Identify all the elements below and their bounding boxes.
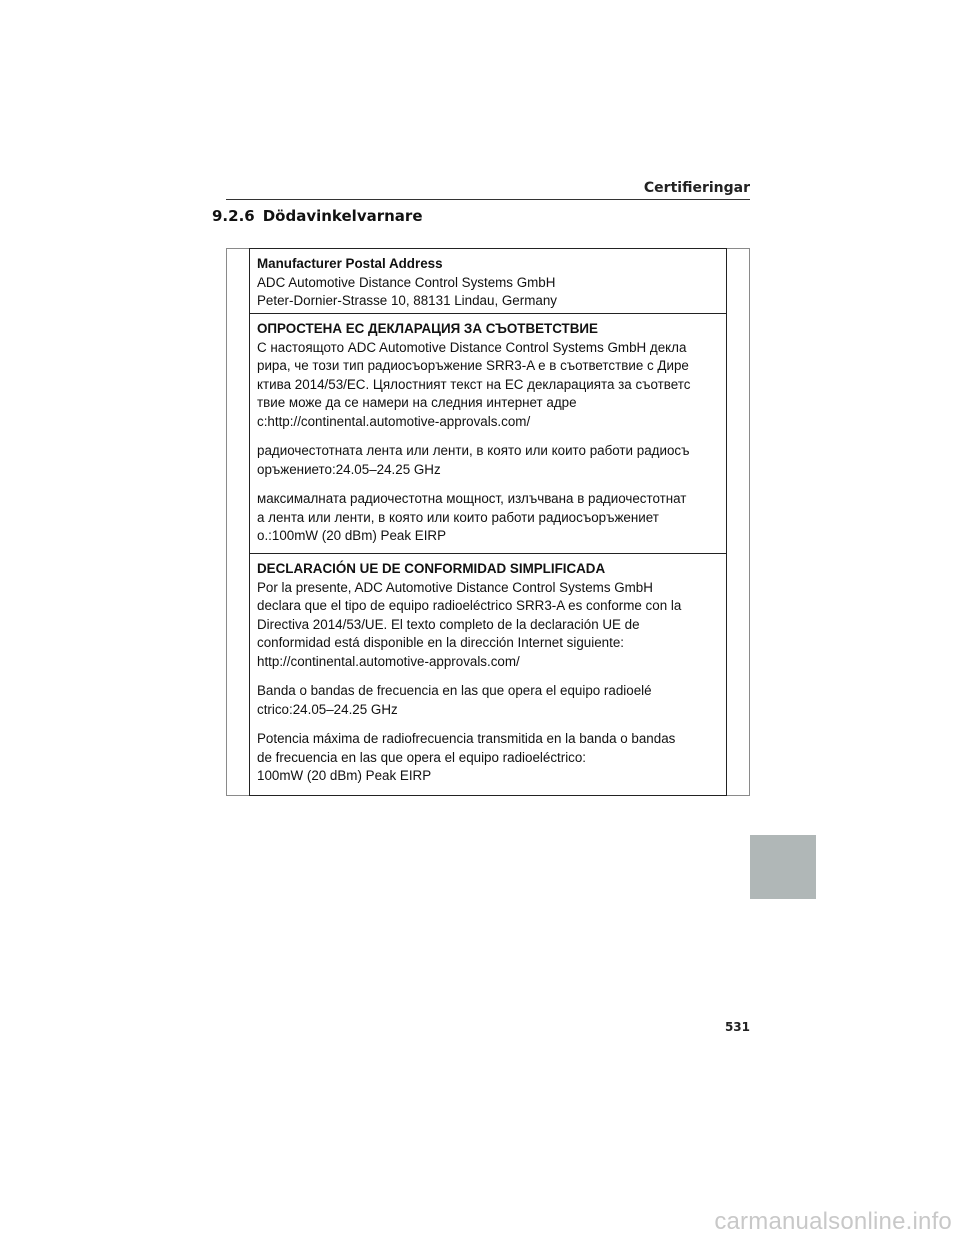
spanish-line: Directiva 2014/53/UE. El texto completo de la declaración UE de bbox=[257, 616, 640, 632]
spanish-line: Potencia máxima de radiofrecuencia transmitida en la banda o bandas bbox=[257, 731, 676, 746]
bulgarian-line: радиочестотната лента или ленти, в която или които работи радиосъ bbox=[257, 443, 690, 458]
spanish-line: de frecuencia en las que opera el equipo radioeléctrico: bbox=[257, 749, 587, 765]
spanish-line: declara que el tipo de equipo radioeléctrico SRR3-A es conforme con la bbox=[257, 598, 682, 613]
manufacturer-line: Peter-Dornier-Strasse 10, 88131 Lindau, Germany bbox=[257, 293, 557, 308]
spanish-line: conformidad está disponible en la dirección Internet siguiente: bbox=[257, 635, 624, 650]
manufacturer-line: ADC Automotive Distance Control Systems GmbH bbox=[257, 274, 556, 290]
header-divider bbox=[226, 199, 750, 200]
bulgarian-title: ОПРОСТЕНА ЕС ДЕКЛАРАЦИЯ ЗА СЪОТВЕТСТВИЕ bbox=[257, 321, 598, 336]
watermark: carmanualsonline.info bbox=[714, 1208, 952, 1235]
manufacturer-block bbox=[249, 248, 727, 313]
spanish-declaration-block bbox=[249, 553, 727, 796]
bulgarian-line: оръжението:24.05–24.25 GHz bbox=[257, 461, 441, 477]
page-number: 531 bbox=[724, 1020, 750, 1034]
bulgarian-line: максималната радиочестотна мощност, излъчвана в радиочестотнат bbox=[257, 491, 687, 506]
spanish-url: http://continental.automotive-approvals.com/ bbox=[257, 653, 520, 669]
bulgarian-declaration-block bbox=[249, 313, 727, 553]
bulgarian-line: рира, че този тип радиосъоръжение SRR3-A е в съответствие с Дире bbox=[257, 358, 689, 373]
spanish-line: Por la presente, ADC Automotive Distance Control Systems GmbH bbox=[257, 579, 653, 595]
bulgarian-line: о.:100mW (20 dBm) Peak EIRP bbox=[257, 528, 447, 543]
manufacturer-title: Manufacturer Postal Address bbox=[257, 256, 443, 271]
spanish-line: ctrico:24.05–24.25 GHz bbox=[257, 701, 398, 717]
chapter-side-tab bbox=[750, 835, 816, 899]
section-heading bbox=[212, 207, 423, 225]
chapter-header: Certifieringar bbox=[643, 180, 750, 196]
bulgarian-line: твие може да се намери на следния интернет адре bbox=[257, 395, 577, 410]
spanish-line: Banda o bandas de frecuencia en las que opera el equipo radioelé bbox=[257, 683, 652, 698]
bulgarian-line: ктива 2014/53/ЕС. Цялостният текст на ЕС декларацията за съответс bbox=[257, 376, 691, 392]
bulgarian-line: С настоящото ADC Automotive Distance Control Systems GmbH декла bbox=[257, 339, 687, 355]
bulgarian-line: а лента или ленти, в която или които работи радиосъоръжениет bbox=[257, 509, 659, 525]
spanish-line: 100mW (20 dBm) Peak EIRP bbox=[257, 768, 432, 783]
spanish-title: DECLARACIÓN UE DE CONFORMIDAD SIMPLIFICADA bbox=[257, 561, 606, 576]
bulgarian-url: c:http://continental.automotive-approvals.com/ bbox=[257, 413, 531, 429]
section-number: 9.2.6 bbox=[212, 207, 255, 225]
section-title: Dödavinkelvarnare bbox=[262, 207, 423, 225]
